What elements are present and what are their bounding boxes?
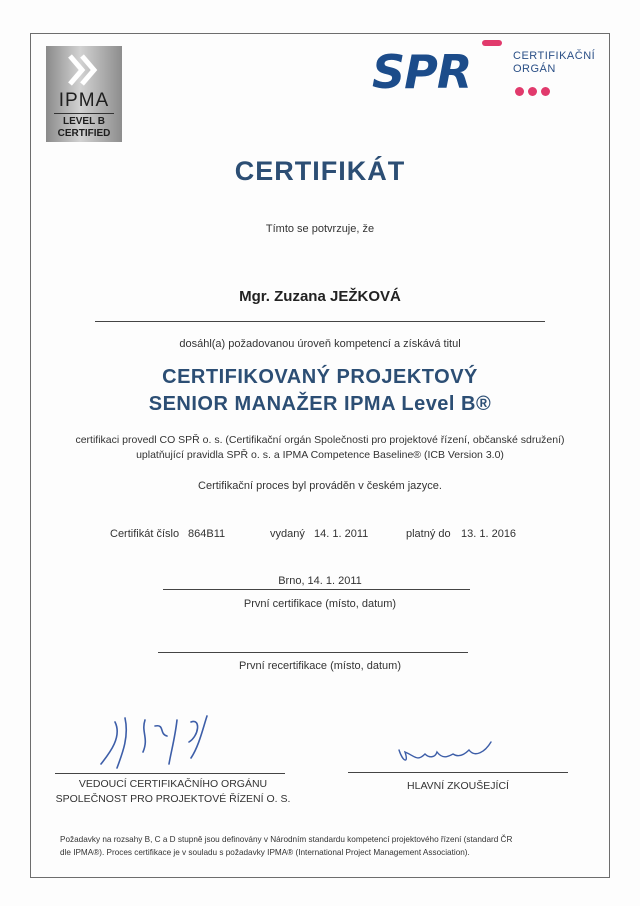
spr-logo-subtitle-1: CERTIFIKAČNÍ (513, 50, 596, 62)
head-signature (95, 712, 235, 772)
issued-date: 14. 1. 2011 (314, 528, 369, 540)
holder-underline (95, 321, 545, 322)
issued-label: vydaný (270, 528, 305, 540)
examiner-signature (395, 732, 495, 772)
right-signature-line (348, 772, 568, 773)
degree-line-2: SENIOR MANAŽER IPMA Level B® (148, 393, 492, 415)
ipma-logo-rule (54, 113, 114, 114)
first-certification-value: Brno, 14. 1. 2011 (278, 575, 362, 587)
left-signature-line (55, 773, 285, 774)
body-line-2: uplatňující pravidla SPŘ o. s. a IPMA Competence Baseline® (ICB Version 3.0) (136, 449, 504, 461)
first-certification-line (163, 589, 470, 590)
recertification-label: První recertifikace (místo, datum) (239, 660, 401, 672)
valid-date: 13. 1. 2016 (461, 528, 517, 540)
certificate-number: 864B11 (188, 528, 226, 540)
valid-label: platný do (406, 528, 451, 540)
ipma-logo-level: LEVEL B (62, 116, 106, 127)
footer-line-2: dle IPMA®). Proces certifikace je v souladu s požadavky IPMA® (International Project Management Association). (60, 848, 470, 857)
intro-text: Tímto se potvrzuje, že (265, 223, 375, 235)
certificate-title: CERTIFIKÁT (234, 156, 406, 186)
left-signatory-role-1: VEDOUCÍ CERTIFIKAČNÍHO ORGÁNU (78, 778, 268, 790)
body-line-1: certifikaci provedl CO SPŘ o. s. (Certifikační orgán Společnosti pro projektové řízení, občanské sdružení) (75, 434, 565, 446)
spr-logo-subtitle-2: ORGÁN (513, 63, 556, 75)
spr-logo (370, 40, 596, 100)
holder-name: Mgr. Zuzana JEŽKOVÁ (239, 288, 401, 305)
right-signatory-role: HLAVNÍ ZKOUŠEJÍCÍ (407, 780, 509, 792)
ipma-logo-certified: CERTIFIED (57, 128, 111, 139)
recertification-line (158, 652, 468, 653)
certificate-number-label: Certifikát číslo (110, 528, 180, 540)
ipma-chevron-icon (66, 52, 102, 88)
spr-logo-dot (515, 87, 524, 96)
left-signatory-role-2: SPOLEČNOST PRO PROJEKTOVÉ ŘÍZENÍ O. S. (55, 793, 291, 805)
first-certification-label: První certifikace (místo, datum) (243, 598, 397, 610)
language-text: Certifikační proces byl prováděn v českém jazyce. (198, 480, 442, 492)
spr-logo-dot (541, 87, 550, 96)
degree-line-1: CERTIFIKOVANÝ PROJEKTOVÝ (162, 366, 478, 388)
spr-logo-word: SPR (372, 45, 472, 99)
spr-logo-caron (482, 40, 502, 46)
achieved-text: dosáhl(a) požadovanou úroveň kompetencí a získává titul (179, 338, 461, 350)
ipma-logo (46, 46, 122, 142)
spr-logo-dot (528, 87, 537, 96)
footer-line-1: Požadavky na rozsahy B, C a D stupně jsou definovány v Národním standardu kompetencí projektového řízení (standard ČR (60, 835, 513, 844)
ipma-logo-word: IPMA (58, 90, 110, 111)
